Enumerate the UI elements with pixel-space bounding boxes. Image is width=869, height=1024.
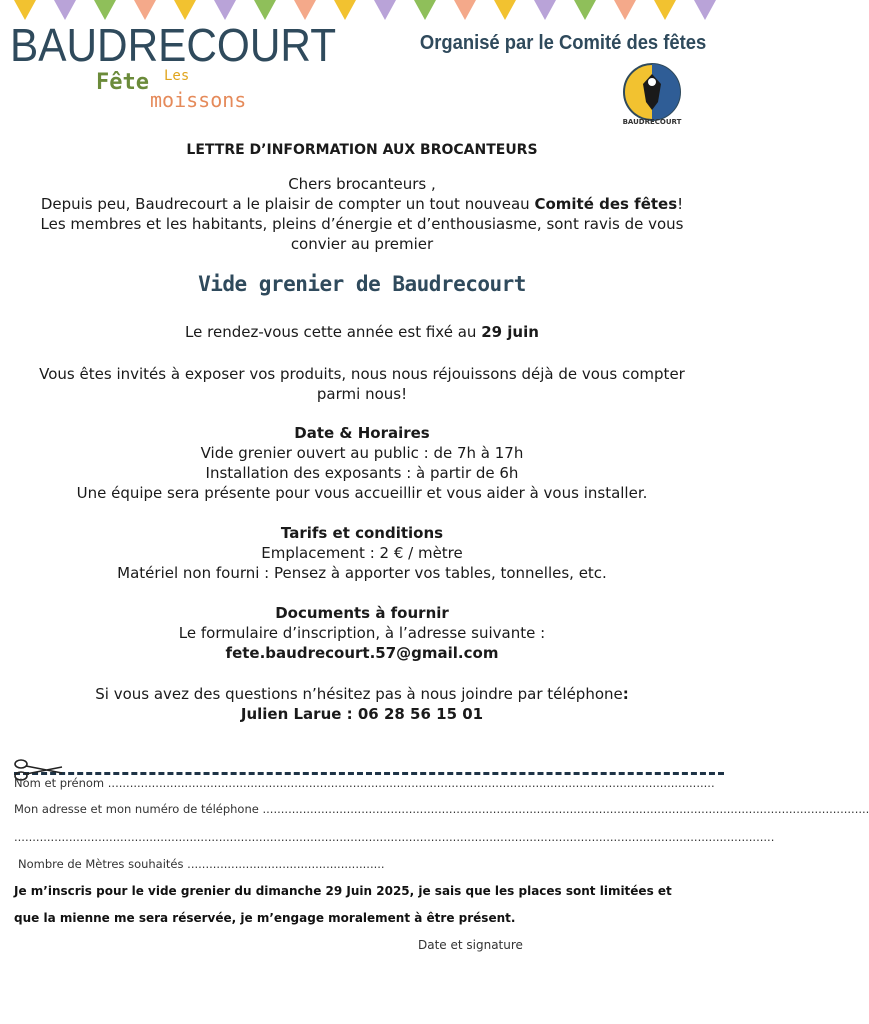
intro-line-1-end: ! — [677, 195, 684, 213]
bunting-flag — [614, 0, 636, 20]
bunting-flag — [14, 0, 36, 20]
cut-line — [14, 772, 724, 775]
bunting-flag — [134, 0, 156, 20]
bunting-flag — [574, 0, 596, 20]
pledge-line-2: que la mienne me sera réservée, je m’engage moralement à être présent. — [14, 911, 516, 925]
greeting: Chers brocanteurs , — [288, 175, 436, 193]
les-logo-word: Les — [164, 68, 190, 84]
bunting-flag — [294, 0, 316, 20]
contact-colon: : — [622, 685, 629, 703]
bunting-flag — [694, 0, 716, 20]
schedule-line-1: Vide grenier ouvert au public : de 7h à 17h — [200, 444, 524, 462]
intro-line-1 — [0, 194, 724, 214]
bunting-flag — [454, 0, 476, 20]
pledge-line-1: Je m’inscris pour le vide grenier du dimanche 29 Juin 2025, je sais que les places sont limitées et — [14, 884, 672, 898]
bunting-flag — [174, 0, 196, 20]
documents-line-1: Le formulaire d’inscription, à l’adresse suivante : — [178, 624, 546, 642]
letter-heading: LETTRE D’INFORMATION AUX BROCANTEURS — [186, 142, 538, 158]
bunting-flag — [374, 0, 396, 20]
name-label: Nom et prénom — [14, 776, 105, 790]
bunting-flag — [214, 0, 236, 20]
organiser-title: Organisé par le Comité des fêtes — [419, 32, 706, 54]
bunting-flag — [654, 0, 676, 20]
fete-logo-word: Fête — [96, 70, 149, 95]
schedule-section — [0, 423, 724, 503]
contact-question-text: Si vous avez des questions n’hésitez pas à nous joindre par téléphone — [95, 685, 623, 703]
intro-line-3: convier au premier — [290, 235, 434, 253]
event-title: Vide grenier de Baudrecourt — [198, 272, 526, 296]
moissons-logo-word: moissons — [150, 88, 247, 112]
documents-title: Documents à fournir — [275, 604, 449, 622]
rendezvous-date: 29 juin — [481, 323, 539, 341]
pricing-title: Tarifs et conditions — [280, 524, 444, 542]
pricing-line-2: Matériel non fourni : Pensez à apporter vos tables, tonnelles, etc. — [117, 564, 607, 582]
bunting-flag — [334, 0, 356, 20]
contact-email: fete.baudrecourt.57@gmail.com — [225, 644, 499, 662]
rendezvous-line — [0, 322, 724, 342]
intro-line-1-text: Depuis peu, Baudrecourt a le plaisir de compter un tout nouveau — [40, 195, 535, 213]
bunting-flag — [54, 0, 76, 20]
schedule-line-3: Une équipe sera présente pour vous accueillir et vous aider à vous installer. — [76, 484, 648, 502]
rendezvous-text: Le rendez-vous cette année est fixé au — [185, 323, 482, 341]
signature-field[interactable]: Date et signature — [418, 938, 523, 952]
bunting-flag — [94, 0, 116, 20]
bunting-flag — [254, 0, 276, 20]
pricing-section — [0, 523, 724, 583]
contact-question — [0, 684, 724, 704]
bunting-flag — [534, 0, 556, 20]
seal-caption: BAUDRECOURT — [622, 118, 682, 126]
bunting-flag — [414, 0, 436, 20]
address-label: Mon adresse et mon numéro de téléphone — [14, 802, 259, 816]
comite-bold: Comité des fêtes — [534, 195, 678, 213]
address-field[interactable]: Mon adresse et mon numéro de téléphone ...................................................................................................................................................................... — [14, 802, 869, 816]
bunting-flag — [494, 0, 516, 20]
pricing-line-1: Emplacement : 2 € / mètre — [261, 544, 463, 562]
schedule-title: Date & Horaires — [294, 424, 430, 442]
intro-block — [0, 174, 724, 254]
name-field[interactable]: Nom et prénom ...................................................................................................................................................................... — [14, 776, 715, 790]
brand-title: BAUDRECOURT — [10, 19, 337, 71]
intro-line-2: Les membres et les habitants, pleins d’énergie et d’enthousiasme, sont ravis de vous — [40, 215, 684, 233]
contact-phone: Julien Larue : 06 28 56 15 01 — [240, 705, 484, 723]
invite-paragraph: Vous êtes invités à exposer vos produits, nous nous réjouissons déjà de vous compter parmi nous! — [39, 365, 685, 403]
pledge-text — [14, 878, 714, 932]
meters-label: Nombre de Mètres souhaités — [18, 857, 184, 871]
contact-section — [0, 684, 724, 724]
address-continuation-field[interactable]: ................................................................................................................................................................................................................ — [14, 830, 775, 844]
schedule-line-2: Installation des exposants : à partir de 6h — [205, 464, 519, 482]
meters-field[interactable]: Nombre de Mètres souhaités ...................................................... — [18, 857, 385, 871]
documents-section — [0, 603, 724, 663]
